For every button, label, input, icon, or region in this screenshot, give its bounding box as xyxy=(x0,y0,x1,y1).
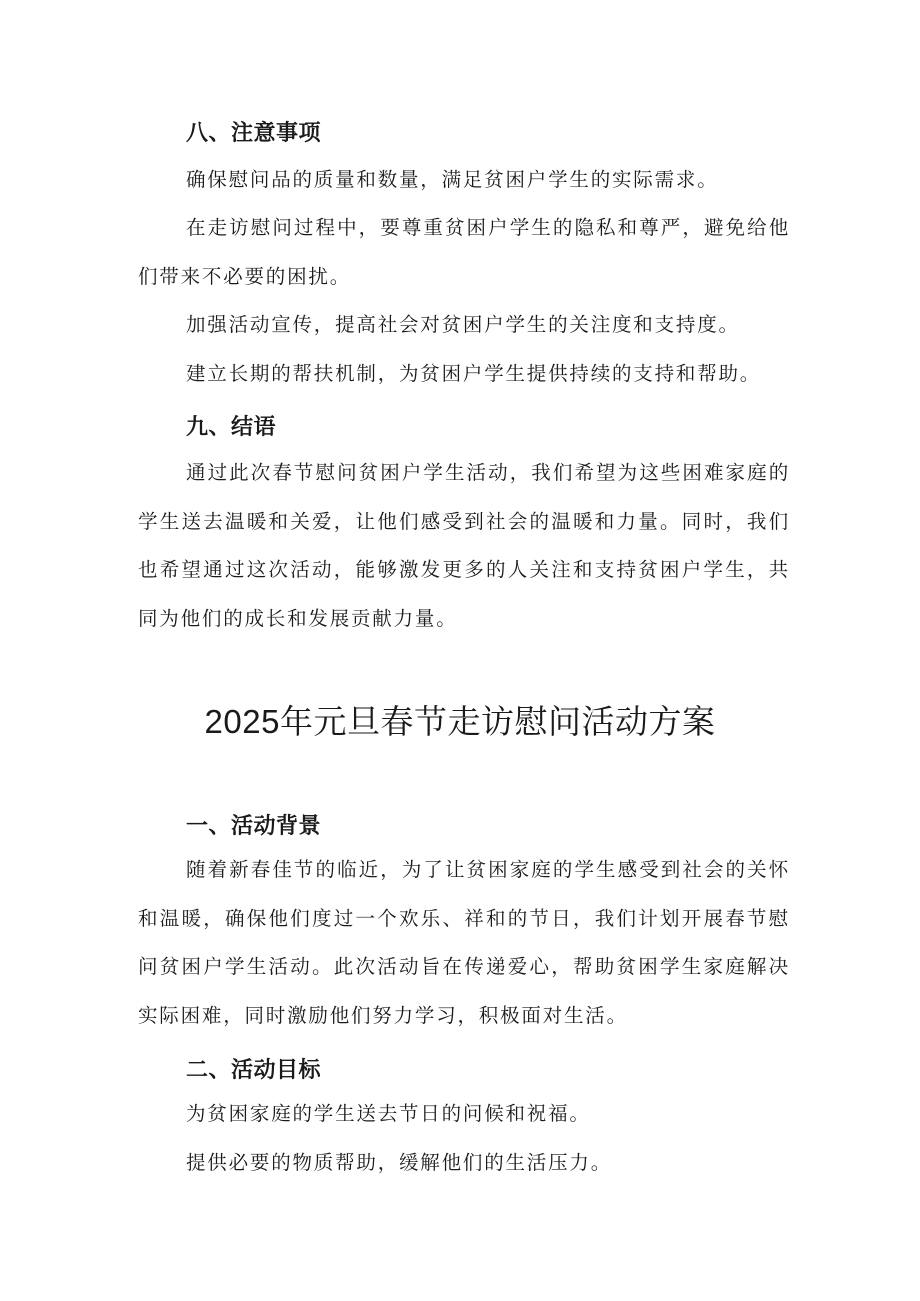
background-paragraph: 随着新春佳节的临近，为了让贫困家庭的学生感受到社会的关怀和温暖，确保他们度过一个欢乐、祥和的节日，我们计划开展春节慰问贫困户学生活动。此次活动旨在传递爱心，帮助贫困学生家庭解决实际困难，同时激励他们努力学习，积极面对生活。 xyxy=(138,858,790,1027)
section-heading-goals: 二、活动目标 xyxy=(186,1058,322,1083)
goals-item-2: 提供必要的物质帮助，缓解他们的生活压力。 xyxy=(186,1151,613,1174)
notes-item-1: 确保慰问品的质量和数量，满足贫困户学生的实际需求。 xyxy=(186,168,719,191)
notes-item-4: 建立长期的帮扶机制，为贫困户学生提供持续的支持和帮助。 xyxy=(186,362,762,385)
conclusion-paragraph: 通过此次春节慰问贫困户学生活动，我们希望为这些困难家庭的学生送去温暖和关爱，让他们感受到社会的温暖和力量。同时，我们也希望通过这次活动，能够激发更多的人关注和支持贫困户学生，共同为他们的成长和发展贡献力量。 xyxy=(138,461,790,630)
notes-item-2: 在走访慰问过程中，要尊重贫困户学生的隐私和尊严，避免给他们带来不必要的困扰。 xyxy=(138,216,790,288)
section-heading-conclusion: 九、结语 xyxy=(186,415,277,440)
document-title: 2025年元旦春节走访慰问活动方案 xyxy=(204,703,716,740)
notes-item-3: 加强活动宣传，提高社会对贫困户学生的关注度和支持度。 xyxy=(186,313,740,336)
section-heading-background: 一、活动背景 xyxy=(186,814,322,839)
section-heading-notes: 八、注意事项 xyxy=(186,121,322,146)
goals-item-1: 为贫困家庭的学生送去节日的问候和祝福。 xyxy=(186,1102,591,1125)
